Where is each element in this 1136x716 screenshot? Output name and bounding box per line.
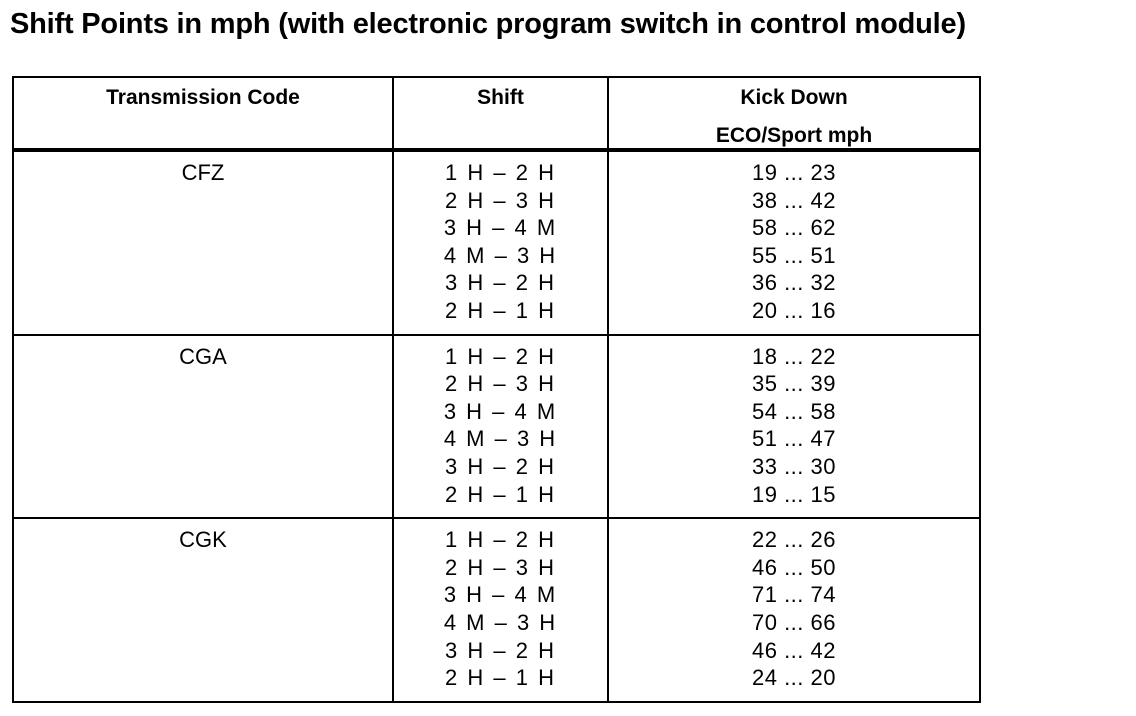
table-header-row (13, 77, 980, 150)
shift-points-table (12, 76, 981, 703)
shift-value: 3 H – 2 H (445, 637, 556, 663)
transmission-code-cell (13, 518, 393, 702)
speed-value: 46 ... 50 (751, 554, 836, 580)
speed-value: 51 ... 47 (751, 426, 836, 452)
transmission-code-cell (13, 150, 393, 335)
speed-value: 33 ... 30 (751, 453, 836, 479)
header-transmission-code-label: Transmission Code (106, 86, 300, 109)
speed-value: 54 ... 58 (751, 398, 836, 424)
shift-value: 4 M – 3 H (443, 426, 558, 452)
kick-down-cell (608, 518, 980, 702)
speed-value: 38 ... 42 (751, 187, 836, 213)
shift-value: 4 M – 3 H (443, 609, 558, 635)
speed-list (609, 159, 979, 325)
speed-list (609, 343, 979, 509)
speed-value: 19 ... 23 (751, 160, 836, 185)
kick-down-cell (608, 150, 980, 335)
speed-value: 36 ... 32 (751, 270, 836, 296)
speed-list (609, 526, 979, 692)
table-row (13, 335, 980, 519)
shift-value: 2 H – 3 H (445, 554, 556, 580)
speed-value: 58 ... 62 (751, 215, 836, 241)
speed-value: 22 ... 26 (751, 527, 836, 553)
shift-value: 3 H – 2 H (445, 453, 556, 479)
table-row (13, 150, 980, 335)
speed-value: 35 ... 39 (751, 371, 836, 397)
transmission-code-cell (13, 335, 393, 519)
speed-value: 71 ... 74 (751, 582, 836, 608)
page-title: Shift Points in mph (with electronic program switch in control module) (10, 8, 966, 40)
transmission-code: CGA (179, 343, 227, 369)
header-shift-label: Shift (477, 86, 524, 109)
header-kick-down (608, 77, 980, 150)
shift-value: 4 M – 3 H (443, 242, 558, 268)
shift-value: 1 H – 2 H (445, 160, 556, 185)
kick-down-cell (608, 335, 980, 519)
transmission-code: CGK (179, 527, 227, 553)
shift-cell (393, 518, 608, 702)
shift-value: 2 H – 1 H (445, 665, 556, 691)
speed-value: 18 ... 22 (751, 343, 836, 369)
speed-value: 19 ... 15 (751, 481, 836, 507)
shift-value: 2 H – 1 H (445, 297, 556, 323)
speed-value: 24 ... 20 (751, 665, 836, 691)
shift-list (394, 526, 607, 692)
shift-value: 1 H – 2 H (445, 343, 556, 369)
shift-value: 1 H – 2 H (445, 527, 556, 553)
speed-value: 70 ... 66 (751, 609, 836, 635)
shift-cell (393, 335, 608, 519)
header-transmission-code (13, 77, 393, 150)
header-kick-down-label: Kick Down (740, 86, 848, 109)
table-row (13, 518, 980, 702)
speed-value: 20 ... 16 (751, 297, 836, 323)
shift-list (394, 159, 607, 325)
shift-list (394, 343, 607, 509)
shift-value: 2 H – 1 H (445, 481, 556, 507)
shift-cell (393, 150, 608, 335)
transmission-code: CFZ (181, 160, 225, 185)
shift-value: 3 H – 4 M (443, 398, 558, 424)
speed-value: 55 ... 51 (751, 242, 836, 268)
shift-value: 2 H – 3 H (445, 187, 556, 213)
shift-value: 3 H – 4 M (443, 215, 558, 241)
shift-value: 2 H – 3 H (445, 371, 556, 397)
speed-value: 46 ... 42 (751, 637, 836, 663)
shift-value: 3 H – 4 M (443, 582, 558, 608)
header-shift (393, 77, 608, 150)
header-eco-sport-label: ECO/Sport mph (715, 124, 873, 147)
shift-value: 3 H – 2 H (445, 270, 556, 296)
